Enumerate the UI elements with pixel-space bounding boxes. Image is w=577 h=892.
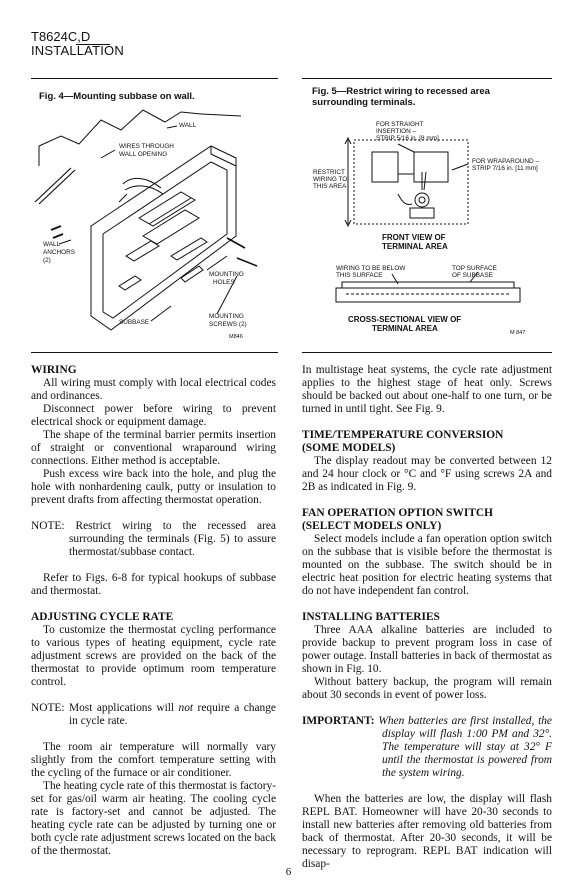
paragraph: Select models include a fan operation option switch on the subbase that is visible before the thermostat is mounted on the subbase. The switch should be in electric heat position for electric heating systems that do not have independent fan control. xyxy=(302,533,552,597)
label-screws-1: MOUNTING xyxy=(209,313,244,320)
label-below-2: THIS SURFACE xyxy=(336,272,383,279)
label-wrap-2: STRIP 7/16 in. [11 mm] xyxy=(472,165,538,172)
paragraph: In multistage heat systems, the cycle rate adjustment applies to the highest stage of heat only. Screws should be backed out about one-half to one turn, or be turned in until tight. See Fig. 9. xyxy=(302,364,552,415)
right-figure-top-rule xyxy=(302,78,552,79)
figure-5-code: M 847 xyxy=(510,330,526,336)
subbase-plate xyxy=(91,146,236,330)
label-restrict-3: THIS AREA xyxy=(313,183,347,190)
wall-edge xyxy=(39,110,201,146)
label-restrict-2: WIRING TO xyxy=(313,176,348,183)
label-wires-2: WALL OPENING xyxy=(119,151,168,158)
label-cross-section-2: TERMINAL AREA xyxy=(372,324,438,333)
paragraph: The heating cycle rate of this thermostat is factory-set for gas/oil warm air heating. The cooling cycle rate is factory-set and cannot be adjusted. The heating cycle rate can be adjusted by turning one or both cycle rate adjustment screws located on the back of the thermostat. xyxy=(31,780,276,857)
label-straight-3: STRIP 5/16 in. [8 mm] xyxy=(376,135,439,142)
heading-fan-switch: FAN OPERATION OPTION SWITCH xyxy=(302,507,494,519)
heading-fan-switch-sub: (SELECT MODELS ONLY) xyxy=(302,520,442,532)
label-front-view-1: FRONT VIEW OF xyxy=(382,233,446,242)
heading-cycle-rate: ADJUSTING CYCLE RATE xyxy=(31,611,174,623)
heading-wiring: WIRING xyxy=(31,364,77,376)
paragraph: Without battery backup, the program will remain about 30 seconds in event of power loss. xyxy=(302,676,552,701)
paragraph: To customize the thermostat cycling performance to various types of heating equipment, cycle rate adjustment screws are provided on the back of the thermostat to provide optimum room temperature control. xyxy=(31,624,276,688)
paragraph: Push excess wire back into the hole, and plug the hole with nonhardening caulk, putty or insulation to prevent drafts from affecting thermostat operation. xyxy=(31,468,276,506)
section-title: INSTALLATION xyxy=(31,43,124,58)
paragraph: Refer to Figs. 6-8 for typical hookups of subbase and thermostat. xyxy=(31,572,276,597)
figure-5-illustration xyxy=(302,112,554,344)
figure-4-caption: Fig. 4—Mounting subbase on wall. xyxy=(39,91,195,102)
right-text-column xyxy=(302,364,552,871)
label-wall: WALL xyxy=(179,122,197,129)
paragraph: Three AAA alkaline batteries are included to provide backup to prevent program loss in case of power outage. Install batteries in back of thermostat as shown in Fig. 10. xyxy=(302,624,552,675)
left-figure-top-rule xyxy=(31,78,278,79)
heading-time-temperature: TIME/TEMPERATURE CONVERSION xyxy=(302,429,504,441)
figure-4-illustration xyxy=(31,106,281,346)
note-restrict-wiring: NOTE: Restrict wiring to the recessed area surrounding the terminals (Fig. 5) to assure thermostat/subbase contact. xyxy=(31,520,276,558)
figure-4-code: M846 xyxy=(229,334,243,340)
heading-batteries: INSTALLING BATTERIES xyxy=(302,611,440,623)
label-wires-1: WIRES THROUGH xyxy=(119,143,174,150)
label-wrap-1: FOR WRAPAROUND – xyxy=(472,158,539,165)
paragraph: The shape of the terminal barrier permits insertion of straight or conventional wraparound wiring connections. Either method is acceptable. xyxy=(31,429,276,467)
label-front-view-2: TERMINAL AREA xyxy=(382,242,448,251)
left-figure-bottom-rule xyxy=(31,352,278,353)
paragraph: The room air temperature will normally vary slightly from the comfort temperature setting with the cycling of the furnace or air conditioner. xyxy=(31,741,276,779)
label-anchors-3: (2) xyxy=(43,257,51,264)
label-subbase: SUBBASE xyxy=(119,319,150,326)
figure-5-caption-line-2: surrounding terminals. xyxy=(312,97,416,108)
right-figure-bottom-rule xyxy=(302,352,552,353)
note-cycle-rate: NOTE: Most applications will not require a change in cycle rate. xyxy=(31,702,276,727)
label-below-1: WIRING TO BE BELOW xyxy=(336,265,406,272)
figure-5-caption-line-1: Fig. 5—Restrict wiring to recessed area xyxy=(312,86,490,97)
label-cross-section-1: CROSS-SECTIONAL VIEW OF xyxy=(348,315,462,324)
left-text-column xyxy=(31,364,276,858)
document-code: T8624C,D xyxy=(31,29,91,44)
label-holes-1: MOUNTING xyxy=(209,271,244,278)
paragraph: All wiring must comply with local electrical codes and ordinances. xyxy=(31,377,276,402)
label-top-surface-1: TOP SURFACE xyxy=(452,265,497,272)
label-straight-2: INSERTION – xyxy=(376,128,417,135)
paragraph: When the batteries are low, the display will flash REPL BAT. Homeowner will have 20-30 seconds to install new batteries after removing old batteries from back of thermostat. After 20-30 seconds, it will be necessary to reprogram. REPL BAT indication will disap- xyxy=(302,793,552,870)
heading-time-temperature-sub: (SOME MODELS) xyxy=(302,442,396,454)
page-number: 6 xyxy=(285,866,292,878)
recessed-area xyxy=(354,140,468,224)
paragraph: Disconnect power before wiring to prevent electrical shock or equipment damage. xyxy=(31,403,276,428)
label-screws-2: SCREWS (2) xyxy=(209,321,247,328)
label-anchors-2: ANCHORS xyxy=(43,249,75,256)
paragraph: The display readout may be converted between 12 and 24 hour clock or °C and °F using screws 2A and 2B as indicated in Fig. 9. xyxy=(302,455,552,493)
label-anchors-1: WALL xyxy=(43,241,61,248)
label-top-surface-2: OF SUBBASE xyxy=(452,272,493,279)
label-restrict-1: RESTRICT xyxy=(313,169,345,176)
important-note: IMPORTANT: When batteries are first installed, the display will flash 1:00 PM and 32°. The temperature will stay at 32° F until the thermostat is powered from the system wiring. xyxy=(302,715,552,779)
label-straight-1: FOR STRAIGHT xyxy=(376,121,424,128)
label-holes-2: HOLES xyxy=(213,279,235,286)
